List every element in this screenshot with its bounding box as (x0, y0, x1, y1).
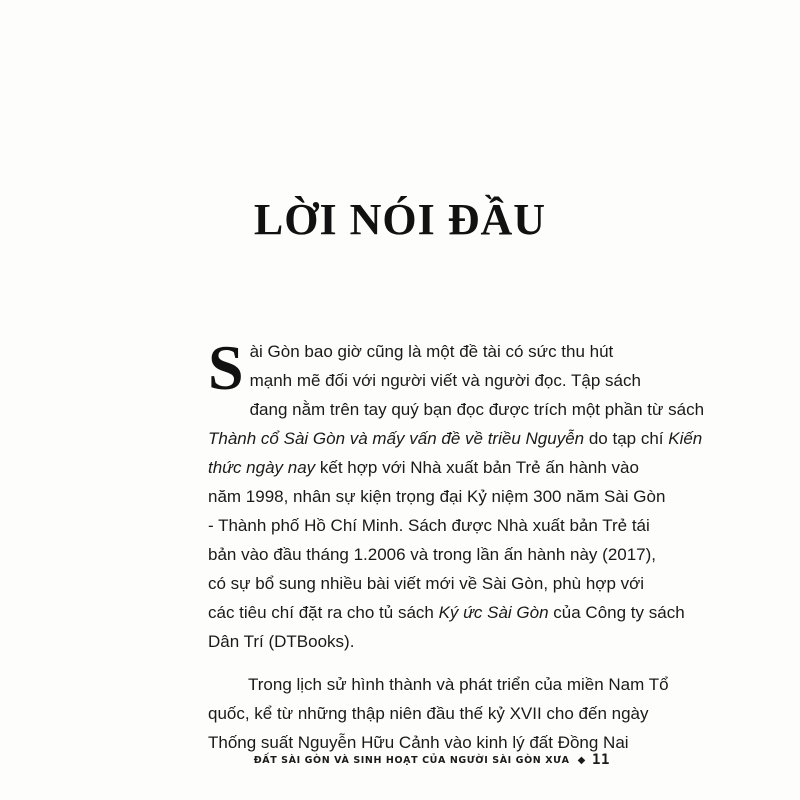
text-segment: kết hợp với Nhà xuất bản Trẻ ấn hành vào (315, 458, 639, 477)
diamond-icon: ◆ (577, 754, 586, 766)
drop-cap: S (208, 332, 244, 403)
magazine-title: Kiến (668, 429, 703, 448)
text-segment: các tiêu chí đặt ra cho tủ sách (208, 603, 439, 622)
page-title: LỜI NÓI ĐẦU (253, 195, 547, 245)
text-line: mạnh mẽ đối với người viết và người đọc. Tập sách (249, 371, 641, 390)
paragraph-2 (208, 670, 669, 757)
text-line: bản vào đầu tháng 1.2006 và trong lần ấn hành này (2017), (208, 545, 657, 564)
text-line: có sự bổ sung nhiều bài viết mới về Sài Gòn, phù hợp với (208, 574, 645, 593)
text-segment: do tạp chí (584, 429, 669, 448)
series-title: Ký ức Sài Gòn (438, 603, 549, 622)
text-line: Trong lịch sử hình thành và phát triển của miền Nam Tổ (248, 675, 669, 694)
text-line: ài Gòn bao giờ cũng là một đề tài có sức thu hút (249, 342, 614, 361)
body-text (208, 332, 705, 757)
running-title: ĐẤT SÀI GÒN VÀ SINH HOẠT CỦA NGƯỜI SÀI GÒN XƯA (253, 754, 570, 766)
text-line: đang nằm trên tay quý bạn đọc được trích một phần từ sách (249, 400, 705, 419)
text-line (208, 424, 703, 453)
text-line: - Thành phố Hồ Chí Minh. Sách được Nhà xuất bản Trẻ tái (208, 516, 650, 535)
text-line: năm 1998, nhân sự kiện trọng đại Kỷ niệm 300 năm Sài Gòn (208, 487, 666, 506)
text-line (208, 598, 685, 627)
text-line: quốc, kể từ những thập niên đầu thế kỷ XVII cho đến ngày (208, 704, 649, 723)
page-number: 11 (591, 752, 610, 768)
text-segment: của Công ty sách (548, 603, 685, 622)
text-line: Dân Trí (DTBooks). (208, 632, 355, 651)
text-line: Thống suất Nguyễn Hữu Cảnh vào kinh lý đất Đồng Nai (208, 733, 629, 752)
text-line (208, 453, 639, 482)
running-footer (253, 752, 610, 768)
magazine-title: thức ngày nay (208, 458, 316, 477)
paragraph-1 (208, 332, 705, 656)
book-title: Thành cổ Sài Gòn và mấy vấn đề về triều Nguyễn (208, 429, 585, 448)
